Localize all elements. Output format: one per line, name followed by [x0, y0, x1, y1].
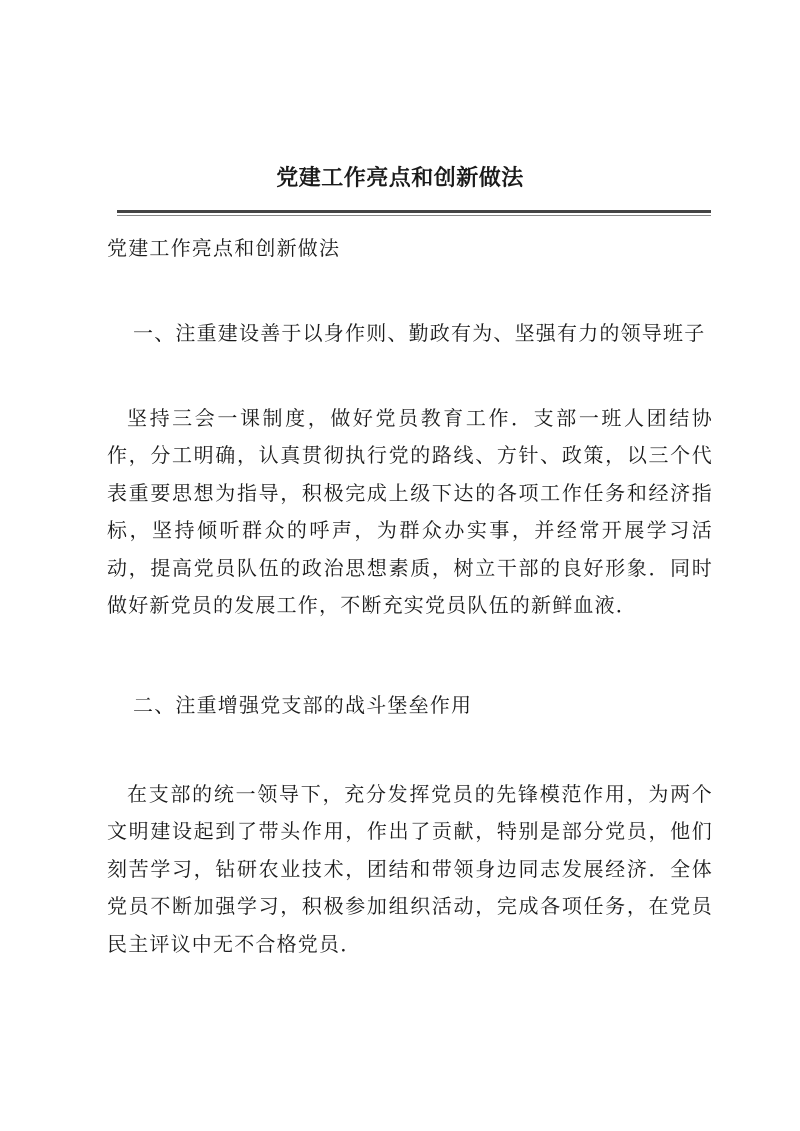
section-heading-1: 一、注重建设善于以身作则、勤政有为、坚强有力的领导班子 — [133, 321, 706, 345]
section-body-1: 坚持三会一课制度，做好党员教育工作．支部一班人团结协作，分工明确，认真贯彻执行党的路线、方针、政策，以三个代表重要思想为指导，积极完成上级下达的各项工作任务和经济指标，坚持倾听群众的呼声，为群众办实事，并经常开展学习活动，提高党员队伍的政治思想素质，树立干部的良好形象．同时做好新党员的发展工作，不断充实党员队伍的新鲜血液． — [107, 406, 713, 618]
section-body-2: 在支部的统一领导下，充分发挥党员的先锋模范作用，为两个文明建设起到了带头作用，作出了贡献，特别是部分党员，他们刻苦学习，钻研农业技术，团结和带领身边同志发展经济．全体党员不断加强学习，积极参加组织活动，完成各项任务，在党员民主评议中无不合格党员． — [107, 782, 713, 956]
title-divider-thin — [117, 215, 711, 216]
document-title: 党建工作亮点和创新做法 — [276, 165, 524, 191]
title-divider — [117, 210, 711, 213]
section-heading-2: 二、注重增强党支部的战斗堡垒作用 — [133, 693, 473, 717]
document-subtitle: 党建工作亮点和创新做法 — [107, 236, 341, 260]
